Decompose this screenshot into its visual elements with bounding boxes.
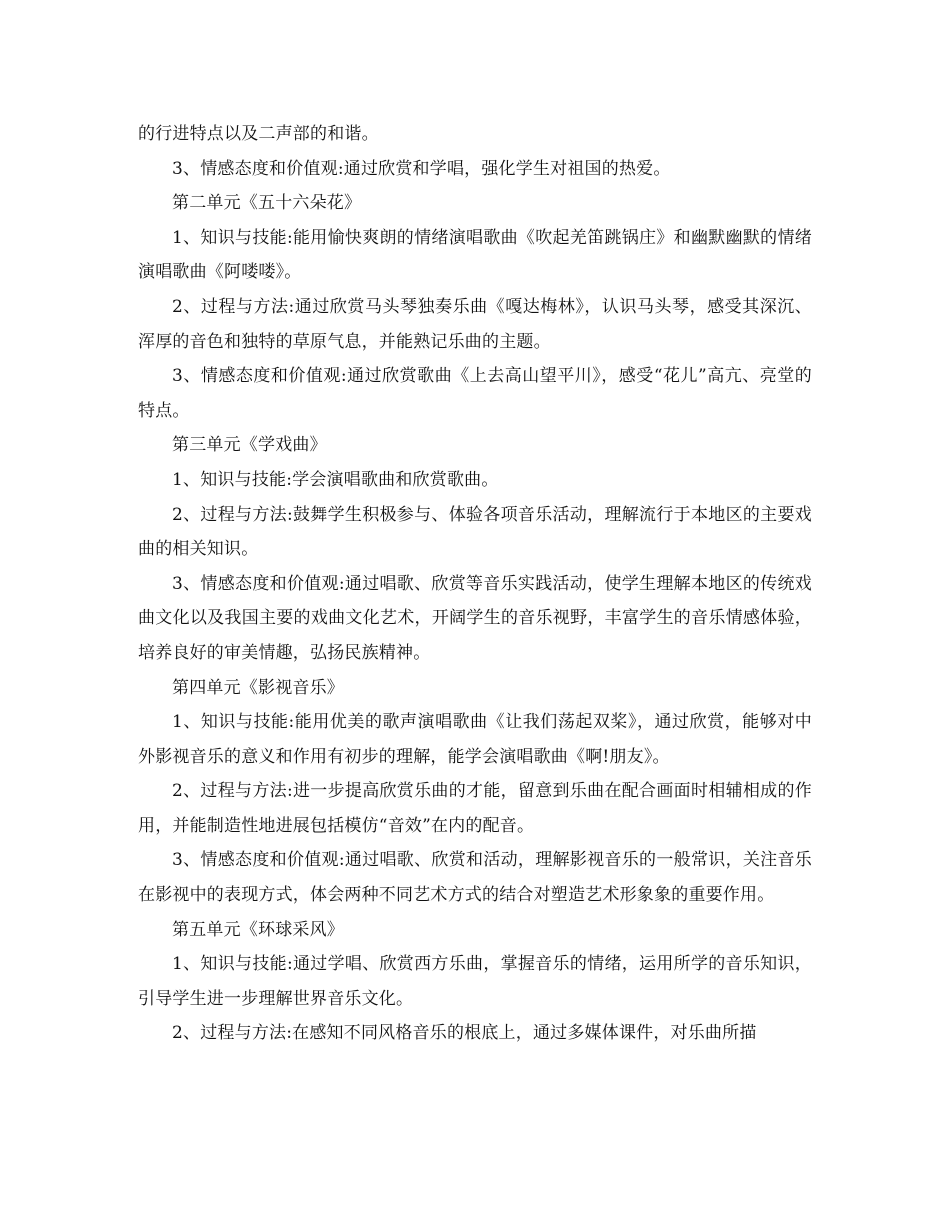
paragraph-unit2-process: 2、过程与方法:通过欣赏马头琴独奏乐曲《嘎达梅林》，认识马头琴，感受其深沉、浑厚的音色和独特的草原气息，并能熟记乐曲的主题。 bbox=[138, 296, 812, 352]
unit-heading-3: 第三单元《学戏曲》 bbox=[172, 435, 327, 456]
paragraph-unit3-knowledge: 1、知识与技能:学会演唱歌曲和欣赏歌曲。 bbox=[172, 469, 499, 490]
paragraph-continuation: 的行进特点以及二声部的和谐。 bbox=[138, 124, 379, 144]
paragraph-unit3-process: 2、过程与方法:鼓舞学生积极参与、体验各项音乐活动，理解流行于本地区的主要戏曲的相关知识。 bbox=[138, 504, 812, 560]
paragraph-unit2-values: 3、情感态度和价值观:通过欣赏歌曲《上去高山望平川》，感受“花儿”高亢、亮堂的特点。 bbox=[138, 366, 812, 421]
paragraph-unit2-knowledge: 1、知识与技能:能用愉快爽朗的情绪演唱歌曲《吹起羌笛跳锅庄》和幽默幽默的情绪演唱歌曲《阿喽喽》。 bbox=[138, 227, 812, 283]
document-body bbox=[138, 117, 812, 1051]
paragraph-unit1-values: 3、情感态度和价值观:通过欣赏和学唱，强化学生对祖国的热爱。 bbox=[172, 158, 671, 179]
paragraph-unit4-process: 2、过程与方法:进一步提高欣赏乐曲的才能，留意到乐曲在配合画面时相辅相成的作用，并能制造性地进展包括模仿“音效”在内的配音。 bbox=[138, 781, 812, 836]
paragraph-unit5-process: 2、过程与方法:在感知不同风格音乐的根底上，通过多媒体课件，对乐曲所描 bbox=[172, 1023, 757, 1044]
unit-heading-5: 第五单元《环球采风》 bbox=[172, 919, 344, 940]
paragraph-unit4-knowledge: 1、知识与技能:能用优美的歌声演唱歌曲《让我们荡起双桨》，通过欣赏，能够对中外影视音乐的意义和作用有初步的理解，能学会演唱歌曲《啊!朋友》。 bbox=[138, 712, 812, 767]
paragraph-unit4-values: 3、情感态度和价值观:通过唱歌、欣赏和活动，理解影视音乐的一般常识，关注音乐在影视中的表现方式，体会两种不同艺术方式的结合对塑造艺术形象象的重要作用。 bbox=[138, 850, 812, 906]
unit-heading-2: 第二单元《五十六朵花》 bbox=[172, 193, 362, 214]
unit-heading-4: 第四单元《影视音乐》 bbox=[172, 677, 344, 698]
paragraph-unit3-values: 3、情感态度和价值观:通过唱歌、欣赏等音乐实践活动，使学生理解本地区的传统戏曲文化以及我国主要的戏曲文化艺术，开阔学生的音乐视野，丰富学生的音乐情感体验，培养良好的审美情趣，弘扬民族精神。 bbox=[138, 573, 812, 663]
paragraph-unit5-knowledge: 1、知识与技能:通过学唱、欣赏西方乐曲，掌握音乐的情绪，运用所学的音乐知识，引导学生进一步理解世界音乐文化。 bbox=[138, 954, 812, 1009]
